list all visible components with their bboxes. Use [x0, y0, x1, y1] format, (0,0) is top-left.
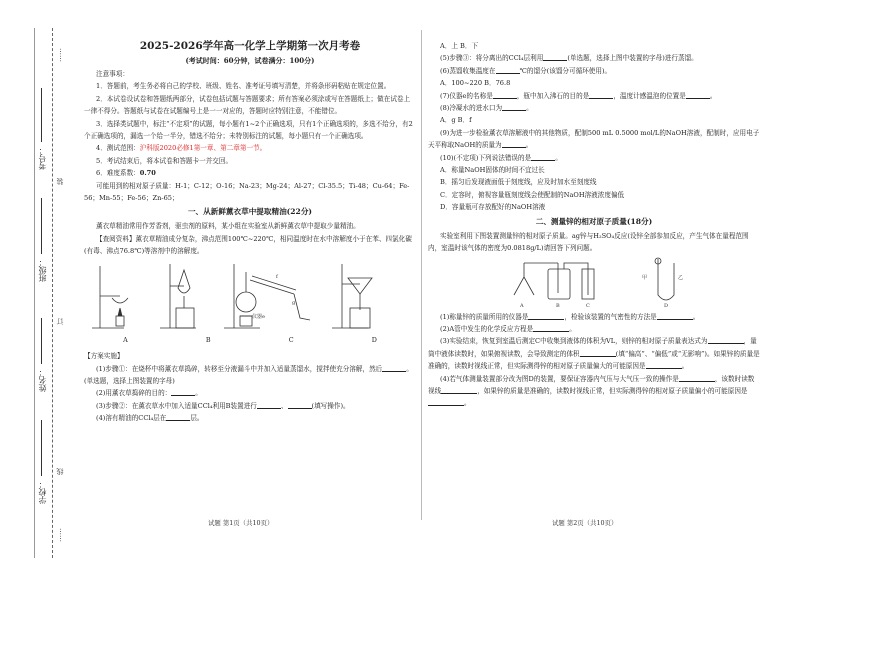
notice-item — [84, 142, 416, 154]
answer-blank[interactable] — [646, 360, 682, 369]
zinc-apparatus-d-utube — [658, 259, 674, 300]
question-8: (8)冷凝水的进水口为 。 — [440, 104, 533, 113]
zinc-question-4-mid: ，该数时读数视线 — [428, 374, 755, 395]
binding-label-id: 考号： — [38, 146, 47, 170]
answer-blank[interactable] — [171, 387, 195, 396]
zinc-apparatus-b-bottle — [548, 269, 570, 299]
question-9-text: (9)为进一步检验薰衣草溶解液中的其他物质，配制500 mL 0.5000 mol/L的NaOH溶液，配制时，应用电子天平称取NaOH的质量为 — [428, 128, 760, 150]
binding-field-line — [41, 318, 42, 364]
question-9: (9)为进一步检验薰衣草溶解液中的其他物质，配制500 mL 0.5000 mol/L的NaOH溶液，配制时，应用电子天平称取NaOH的质量为 。 — [428, 128, 760, 150]
notice-range-value: 沪科版2020必修1第一章、第二章第一节。 — [139, 144, 267, 153]
page-1-footer: 试题 第1页（共10页） — [208, 519, 274, 527]
exam-title: 2025-2026学年高一化学上学期第一次月考卷 — [139, 40, 361, 52]
notice-range-label: 4．测试范围： — [96, 144, 140, 153]
apparatus-label-e: 仪器e — [252, 313, 265, 320]
reference-info: 【查阅资料】薰衣草精油成分复杂，沸点范围100℃~220℃，相同温度时在水中溶解度小于在苯、四氯化碳(有毒、沸点76.8℃)等溶剂中的溶解度。 — [84, 234, 412, 256]
apparatus-c-flask — [236, 292, 256, 312]
answer-blank[interactable] — [686, 90, 710, 99]
binding-label-school: 学校： — [38, 480, 47, 504]
binding-ellipsis: …… — [55, 528, 63, 542]
question-10-option: C．定容时，俯视容量瓶刻度线会使配制的NaOH溶液浓度偏低 — [440, 190, 625, 199]
question-3: (3)步骤②：在薰衣草水中加入适量CCl₄利用B装置进行 、 (填写操作)。 — [96, 401, 350, 410]
apparatus-label-f: f — [276, 273, 278, 280]
zinc-question-1-text: (1)称量锌的质量所用的仪器是 — [440, 312, 529, 321]
question-1-text: (1)步骤①：在烧杯中将薰衣草捣碎，转移至分液漏斗中并加入适量蒸馏水，搅拌使充分溶解，然后 — [96, 364, 383, 373]
answer-blank[interactable] — [502, 139, 526, 148]
binding-strip — [8, 28, 68, 558]
question-7: (7)仪器e的名称是 ，瓶中加入沸石的目的是 ，温度计感温泡的位置是 。 — [440, 91, 717, 100]
binding-word: 装 — [56, 178, 64, 185]
question-10-option: A．称量NaOH固体的时间不宜过长 — [440, 166, 545, 175]
zinc-letter: C — [586, 302, 590, 309]
question-7-mid: ，瓶中加入沸石的目的是 — [516, 91, 590, 100]
zinc-question-3: (3)实验结束，恢复到室温后测定C中收集到液体的体积为VL，则锌的相对原子质量表达式为 ，量筒中液体读数时，如果俯视读数，会导致测定的体积 (填“偏高”、“偏低”或“无影响”)。如果锌的质量是准确的，读数时视线正常，但实际测得锌的相对原子质量偏大的可能原因是 。 — [428, 337, 760, 371]
question-2-text: (2)用薰衣草捣碎的目的： — [96, 389, 172, 398]
question-10: (10)(不定项)下列说法错误的是 。 — [440, 153, 562, 162]
section-1-heading: 一、从新鲜薰衣草中提取精油(22分) — [187, 207, 313, 217]
zinc-letter: A — [520, 302, 524, 309]
answer-blank[interactable] — [679, 373, 715, 382]
answer-blank[interactable] — [428, 397, 464, 406]
answer-blank[interactable] — [543, 52, 567, 61]
binding-word: 订 — [56, 318, 64, 325]
zinc-question-4-tail: ，如果锌的质量是准确的，读数时视线正常，但实际测得锌的相对原子质量偏小的可能原因是 — [477, 386, 748, 395]
plan-heading: 【方案实施】 — [84, 352, 124, 361]
answer-blank[interactable] — [493, 90, 517, 99]
zinc-question-3-mid: ，量筒中液体读数时，如果俯视读数，会导致测定的体积 — [428, 337, 757, 358]
question-1-tail: 。(单选题，选择上图装置的字母) — [84, 364, 413, 385]
zinc-label-jia: 甲 — [642, 274, 648, 281]
zinc-letter: D — [664, 302, 669, 309]
notice-item — [84, 167, 416, 179]
binding-label-name: 姓名： — [38, 368, 47, 392]
question-10-text: (10)(不定项)下列说法错误的是 — [440, 153, 532, 162]
binding-field-line — [41, 420, 42, 476]
page-divider — [421, 30, 422, 520]
apparatus-letter: D — [371, 335, 377, 344]
answer-blank[interactable] — [166, 412, 190, 421]
question-6-options: A．100~220 B．76.8 — [440, 79, 511, 88]
difficulty-label: 6．难度系数： — [96, 169, 140, 178]
notice-item: 3．选择类试题中，标注“不定项”的试题，每小题有1~2个正确选项，只有1个正确选项的，多选不给分，有2个正确选项的，漏选一个给一半分，错选不给分；未特别标注的试题，每小题只有一个正确选项。 — [84, 119, 413, 141]
answer-blank[interactable] — [441, 385, 477, 394]
question-3-text: (3)步骤②：在薰衣草水中加入适量CCl₄利用B装置进行 — [96, 401, 257, 410]
question-3-tail: (填写操作)。 — [311, 401, 350, 410]
section-1-intro: 薰衣草精油常用作芳香剂，驱虫剂的原料，某小组在实验室从新鲜薰衣草中提取少量精油。 — [96, 222, 360, 231]
binding-label-class: 班级： — [38, 258, 47, 282]
section-2-intro: 实验室利用下图装置测量锌的相对原子质量。ag锌与H₂SO₄反应(设锌全部参加反应，产生气体在量程范围内，室温时该气体的密度为0.0818g/L)请回答下列问题。 — [428, 231, 749, 253]
binding-field-line — [41, 88, 42, 142]
page-2-footer: 试题 第2页（共10页） — [552, 519, 618, 527]
answer-blank[interactable] — [528, 311, 564, 320]
answer-blank[interactable] — [708, 335, 744, 344]
question-7-tail: ，温度计感温泡的位置是 — [613, 91, 686, 100]
zinc-question-4: (4)若气体测量装置部分改为图D的装置，要保证容器内气压与大气压一致的操作是 ，该数时读数视线 ，如果锌的质量是准确的，读数时视线正常，但实际测得锌的相对原子质量偏小的可能原因是。 — [428, 374, 755, 408]
apparatus-b-funnel — [178, 270, 190, 293]
question-2: (2)用薰衣草捣碎的目的： 。 — [96, 389, 202, 398]
zinc-question-2-text: (2)A管中发生的化学反应方程是 — [440, 324, 534, 333]
question-7-text: (7)仪器e的名称是 — [440, 91, 493, 100]
apparatus-figure — [84, 258, 416, 336]
apparatus-letter: C — [288, 335, 294, 344]
binding-dashed-line — [52, 28, 53, 558]
answer-blank[interactable] — [533, 323, 569, 332]
question-4-tail: 层。 — [190, 414, 204, 423]
atomic-masses: 可能用到的相对原子质量：H-1；C-12；O-16；Na-23；Mg-24；Al-27；Cl-35.5；Ti-48；Cu-64；Fe-56；Mn-55；Fe-56；Zn-65； — [84, 181, 410, 203]
notice-item: 5．考试结束后，将本试卷和答题卡一并交回。 — [96, 156, 233, 165]
apparatus-label-g: g — [292, 299, 296, 306]
zinc-label-yi: 乙 — [678, 274, 684, 281]
question-5 — [428, 52, 760, 64]
page-1 — [84, 38, 416, 425]
apparatus-letter: A — [123, 335, 128, 344]
answer-blank[interactable] — [496, 65, 520, 74]
notice-item: 2．本试卷设试卷和答题纸两部分，试卷包括试题与答题要求；所有答案必须涂或写在答题纸上；做在试卷上一律不得分。答题纸与试卷在试题编号上是一一对应的，答题时应特别注意，不能错位。 — [84, 94, 411, 116]
binding-field-line — [41, 198, 42, 254]
binding-word: 线 — [56, 468, 64, 475]
answer-blank[interactable] — [657, 311, 693, 320]
zinc-question-3-tail: (填“偏高”、“偏低”或“无影响”)。如果锌的质量是准确的，读数时视线正常，但实际测得锌的相对原子质量偏大的可能原因是 — [428, 349, 760, 371]
zinc-question-3-text: (3)实验结束，恢复到室温后测定C中收集到液体的体积为VL，则锌的相对原子质量表达式为 — [440, 337, 708, 346]
apparatus-d-funnel — [348, 278, 372, 294]
question-4-options: A．上 B．下 — [440, 42, 479, 50]
zinc-apparatus-figure — [428, 255, 760, 311]
question-4 — [84, 412, 416, 424]
zinc-question-1-tail: ，检验该装置的气密性的方法是 — [564, 312, 657, 321]
question-5-text: (5)步骤③：将分离出的CCl₄层利用 — [440, 54, 544, 63]
question-6 — [428, 65, 760, 77]
question-10-option: D．容量瓶可存放配好的NaOH溶液 — [440, 203, 546, 212]
binding-solid-line — [34, 28, 35, 558]
question-8-text: (8)冷凝水的进水口为 — [440, 104, 503, 113]
section-2-heading: 二、测量锌的相对原子质量(18分) — [535, 216, 653, 226]
question-10-option: B．摇匀后发现液面低于刻度线，应及时加水至刻度线 — [440, 178, 597, 187]
zinc-apparatus-a-tube — [514, 263, 534, 295]
answer-blank[interactable] — [257, 400, 281, 409]
question-6-tail: ℃的馏分(该馏分可循环使用)。 — [519, 66, 612, 75]
question-4-text: (4)溶有精油的CCl₄层在 — [96, 414, 167, 423]
zinc-letter: B — [556, 302, 560, 309]
apparatus-letter: B — [205, 335, 211, 344]
answer-blank[interactable] — [288, 400, 312, 409]
answer-blank[interactable] — [531, 152, 555, 161]
difficulty-value: 0.70 — [139, 169, 156, 178]
question-6-text: (6)蒸馏收集温度在 — [440, 66, 496, 75]
answer-blank[interactable] — [502, 102, 526, 111]
notice-heading: 注意事项： — [96, 70, 129, 78]
zinc-question-1: (1)称量锌的质量所用的仪器是 ，检验该装置的气密性的方法是 。 — [440, 312, 700, 321]
page-2 — [428, 40, 760, 410]
zinc-question-4-text: (4)若气体测量装置部分改为图D的装置，要保证容器内气压与大气压一致的操作是 — [440, 374, 679, 383]
zinc-question-2: (2)A管中发生的化学反应方程是 。 — [440, 324, 576, 333]
question-1 — [84, 363, 416, 388]
notice-item: 1．答题前，考生务必将自己的学校、班级、姓名、准考证号填写清楚，并将条形码粘贴在规定位置。 — [96, 82, 391, 91]
question-8-options: A．g B．f — [440, 116, 472, 125]
apparatus-letters — [84, 334, 416, 346]
answer-blank[interactable] — [580, 348, 616, 357]
answer-blank[interactable] — [382, 363, 406, 372]
binding-ellipsis: …… — [55, 48, 63, 62]
answer-blank[interactable] — [589, 90, 613, 99]
question-5-tail: (单选题，选择上图中装置的字母)进行蒸馏。 — [567, 54, 698, 63]
exam-subtitle: (考试时间：60分钟，试卷满分：100分) — [185, 56, 315, 65]
apparatus-a-dish — [112, 298, 128, 303]
